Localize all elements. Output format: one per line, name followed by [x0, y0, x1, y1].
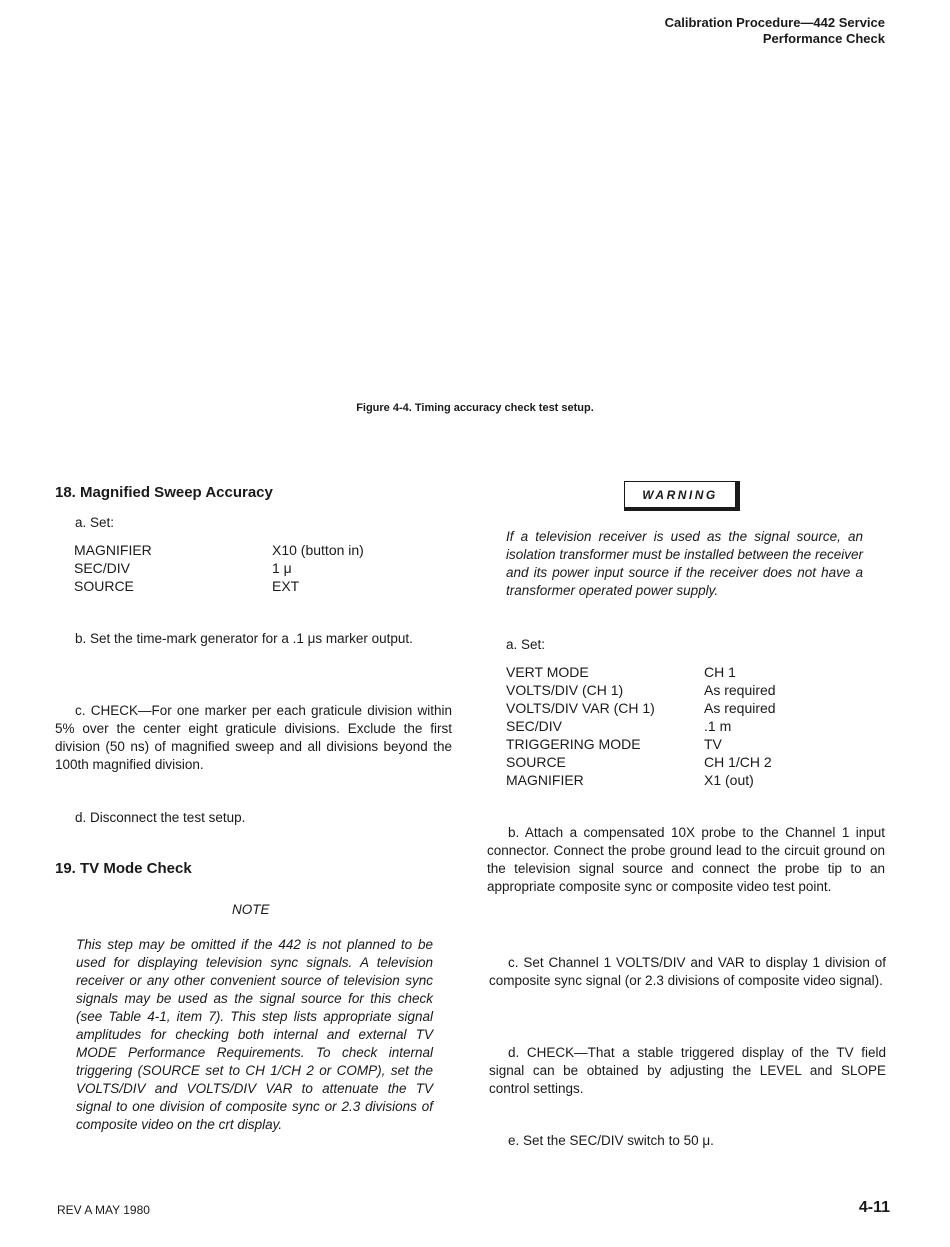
setting-value: X10 (button in) — [272, 542, 364, 558]
footer-revision: REV A MAY 1980 — [57, 1203, 150, 1217]
settings-row — [506, 771, 846, 789]
settings-row — [74, 577, 414, 595]
setting-name: SEC/DIV — [506, 718, 563, 734]
setting-name: SOURCE — [74, 578, 134, 594]
settings-row — [506, 699, 846, 717]
page-number: 4-11 — [858, 1199, 890, 1216]
figure-caption: Figure 4-4. Timing accuracy check test setup. — [356, 402, 594, 414]
settings-row — [506, 717, 846, 735]
settings-row — [74, 559, 414, 577]
right-b: b. Attach a compensated 10X probe to the Channel 1 input connector. Connect the probe ground lead to the circuit ground on the television signal source and connect the probe tip to an appropriate composite sync or composite video test point. — [487, 825, 885, 894]
setting-name: SEC/DIV — [74, 560, 131, 576]
page-header — [665, 15, 885, 47]
right-d: d. CHECK—That a stable triggered display of the TV field signal can be obtained by adjusting the LEVEL and SLOPE control settings. — [489, 1045, 886, 1096]
setting-name: SOURCE — [506, 754, 566, 770]
tv-mode-settings-table — [506, 663, 846, 789]
step-18-settings-table — [74, 541, 414, 595]
settings-row — [506, 735, 846, 753]
step-18-c: c. CHECK—For one marker per each graticule division within 5% over the center eight graticule divisions. Exclude the first division (50 ns) of magnified sweep and all divisions beyond the 100th magnified division. — [55, 703, 452, 772]
setting-name: VOLTS/DIV VAR (CH 1) — [506, 700, 655, 716]
setting-value: As required — [704, 700, 776, 716]
warning-label: WARNING — [642, 488, 718, 502]
setting-value: 1 μ — [272, 560, 292, 576]
right-c: c. Set Channel 1 VOLTS/DIV and VAR to display 1 division of composite sync signal (or 2.3 divisions of composite video signal). — [489, 955, 886, 988]
right-e: e. Set the SEC/DIV switch to 50 μ. — [508, 1133, 714, 1148]
warning-text: If a television receiver is used as the signal source, an isolation transformer must be installed between the receiver and its power input source if the receiver does not have a transformer operated power supply. — [506, 529, 863, 598]
step-18-b: b. Set the time-mark generator for a .1 μs marker output. — [75, 631, 413, 646]
right-a-label: a. Set: — [506, 637, 546, 652]
settings-row — [506, 663, 846, 681]
setting-name: MAGNIFIER — [74, 542, 152, 558]
note-text: This step may be omitted if the 442 is not planned to be used for displaying television sync signals. A television receiver or any other convenient source of television sync signals may be used as the signal source for this check (see Table 4-1, item 7). This step lists appropriate signal amplitudes for checking both internal and external TV MODE Performance Requirements. To check internal triggering (SOURCE set to CH 1/CH 2 or COMP), set the VOLTS/DIV and VOLTS/DIV VAR to attenuate the TV signal to one division of composite sync or 2.3 divisions of composite video on the crt display. — [76, 937, 433, 1132]
header-line-1: Calibration Procedure—442 Service — [664, 15, 885, 30]
settings-row — [506, 681, 846, 699]
step-19-title: 19. TV Mode Check — [55, 860, 192, 877]
setting-value: CH 1 — [704, 664, 736, 680]
setting-value: CH 1/CH 2 — [704, 754, 772, 770]
header-line-2: Performance Check — [762, 31, 885, 46]
setting-name: VERT MODE — [506, 664, 589, 680]
step-18-title: 18. Magnified Sweep Accuracy — [55, 484, 273, 501]
setting-name: TRIGGERING MODE — [506, 736, 641, 752]
step-18-d: d. Disconnect the test setup. — [75, 810, 246, 825]
step-18-a-label: a. Set: — [75, 515, 115, 530]
note-label: NOTE — [232, 902, 270, 917]
warning-badge — [624, 481, 740, 511]
setting-value: .1 m — [704, 718, 732, 734]
setting-name: MAGNIFIER — [506, 772, 584, 788]
setting-value: EXT — [272, 578, 300, 594]
settings-row — [74, 541, 414, 559]
setting-value: TV — [704, 736, 722, 752]
setting-value: X1 (out) — [704, 772, 754, 788]
setting-value: As required — [704, 682, 776, 698]
setting-name: VOLTS/DIV (CH 1) — [506, 682, 624, 698]
settings-row — [506, 753, 846, 771]
